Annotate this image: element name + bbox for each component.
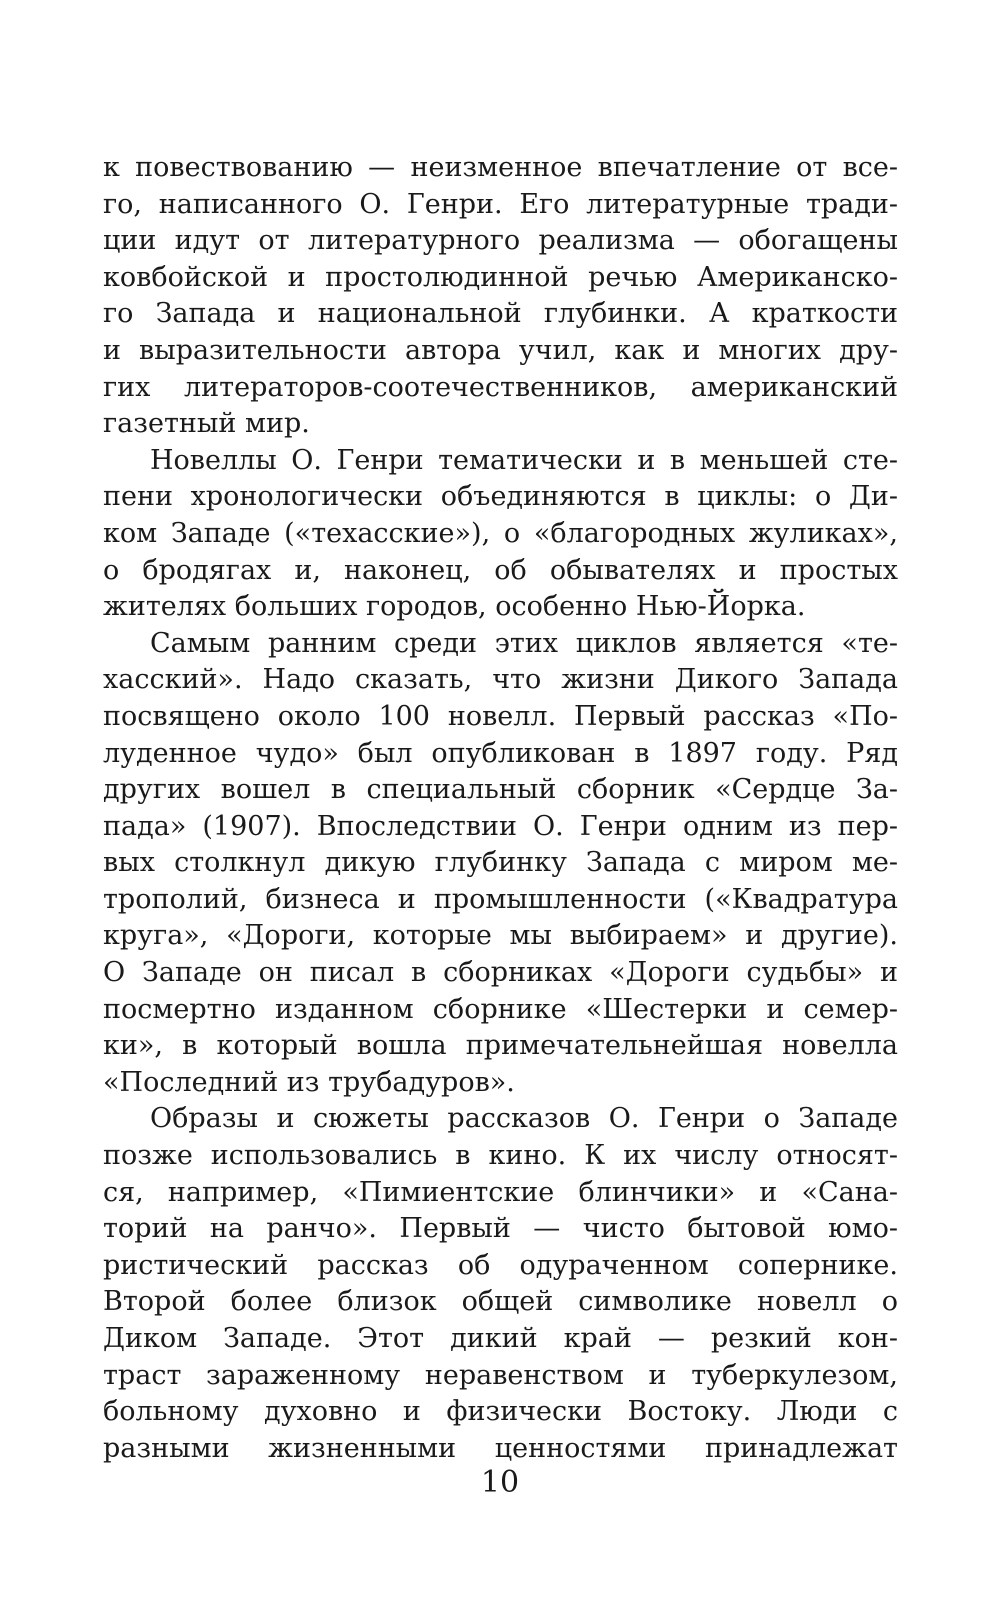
text-line: О Западе он писал в сборниках «Дороги судьбы» и xyxy=(103,957,898,989)
text-line: жителях больших городов, особенно Нью-Йорка. xyxy=(103,591,806,623)
text-line: посвящено около 100 новелл. Первый рассказ «По- xyxy=(103,700,898,732)
text-line: о бродягах и, наконец, об обывателях и простых xyxy=(103,554,898,586)
text-line: гих литераторов-соотечественников, американский xyxy=(103,371,898,403)
text-line: го, написанного О. Генри. Его литературные тради- xyxy=(103,188,898,220)
text-line: круга», «Дороги, которые мы выбираем» и другие). xyxy=(103,920,898,952)
text-line: Самым ранним среди этих циклов является «те- xyxy=(150,627,898,659)
text-line: больному духовно и физически Востоку. Люди с xyxy=(103,1396,898,1428)
text-line: луденное чудо» был опубликован в 1897 году. Ряд xyxy=(103,737,898,769)
text-line: Новеллы О. Генри тематически и в меньшей сте- xyxy=(150,444,898,476)
text-line: торий на ранчо». Первый — чисто бытовой юмо- xyxy=(103,1213,898,1245)
text-line: ковбойской и простолюдинной речью Американско- xyxy=(103,261,898,293)
paragraph-2 xyxy=(103,443,898,626)
text-line: вых столкнул дикую глубинку Запада с миром ме- xyxy=(103,847,898,879)
text-line: трополий, бизнеса и промышленности («Квадратура xyxy=(103,883,898,915)
text-line: других вошел в специальный сборник «Сердце За- xyxy=(103,774,898,806)
text-line: Образы и сюжеты рассказов О. Генри о Западе xyxy=(150,1103,898,1135)
text-line: и выразительности автора учил, как и многих дру- xyxy=(103,334,898,366)
text-line: посмертно изданном сборнике «Шестерки и семер- xyxy=(103,993,898,1025)
text-line: позже использовались в кино. К их числу относят- xyxy=(103,1140,898,1172)
text-line: хасский». Надо сказать, что жизни Дикого Запада xyxy=(103,664,898,696)
text-line: Второй более близок общей символике новелл о xyxy=(103,1286,898,1318)
paragraph-4 xyxy=(103,1101,898,1467)
page-number: 10 xyxy=(480,1465,520,1500)
text-line: пада» (1907). Впоследствии О. Генри одним из пер- xyxy=(103,810,898,842)
text-line: ся, например, «Пимиентские блинчики» и «Сана- xyxy=(103,1176,898,1208)
text-line: газетный мир. xyxy=(103,408,310,440)
text-line: пени хронологически объединяются в циклы: о Ди- xyxy=(103,481,898,513)
text-line: разными жизненными ценностями принадлежат xyxy=(103,1432,898,1464)
text-line: ристический рассказ об одураченном сопернике. xyxy=(103,1249,898,1281)
page-body xyxy=(103,150,898,1467)
text-line: ком Западе («техасские»), о «благородных жуликах», xyxy=(103,517,898,549)
text-line: го Запада и национальной глубинки. А краткости xyxy=(103,298,898,330)
text-line: траст зараженному неравенством и туберкулезом, xyxy=(103,1359,898,1391)
paragraph-1 xyxy=(103,150,898,443)
paragraph-3 xyxy=(103,626,898,1102)
text-line: Диком Западе. Этот дикий край — резкий кон- xyxy=(103,1323,898,1354)
text-line: ции идут от литературного реализма — обогащены xyxy=(103,225,898,257)
text-line: «Последний из трубадуров». xyxy=(103,1066,515,1098)
text-line: к повествованию — неизменное впечатление от все- xyxy=(103,152,898,183)
text-line: ки», в который вошла примечательнейшая новелла xyxy=(103,1030,898,1062)
